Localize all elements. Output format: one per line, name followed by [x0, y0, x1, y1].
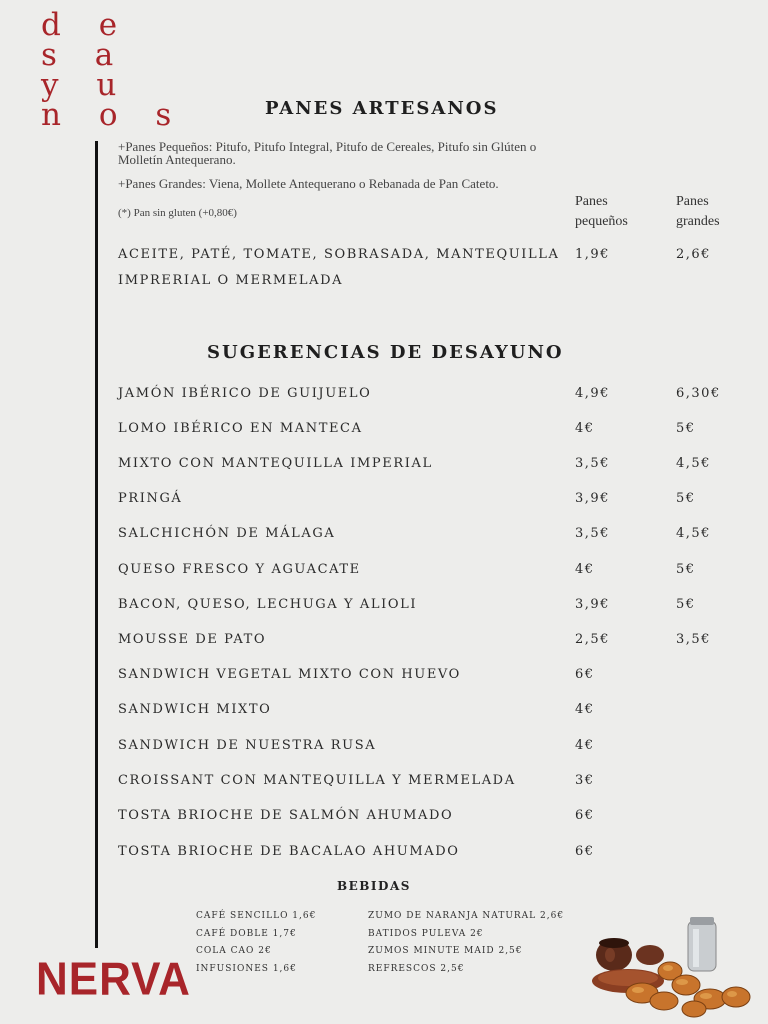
item-name: SANDWICH DE NUESTRA RUSA: [118, 738, 377, 753]
item-name: PRINGÁ: [118, 491, 183, 506]
drinks-list-left: [196, 908, 316, 979]
menu-row: [0, 562, 768, 584]
drink-item: BATIDOS PULEVA 2€: [368, 928, 484, 939]
col-header-large-line: Panes: [676, 194, 709, 209]
item-name-continued: IMPRERIAL O MERMELADA: [118, 273, 344, 288]
col-header-small-line: pequeños: [575, 214, 628, 229]
menu-row: [0, 773, 768, 795]
price-small: 4€: [575, 738, 595, 753]
page-title-desayunos: [41, 7, 186, 133]
menu-row: [0, 526, 768, 548]
price-small: 4€: [575, 562, 595, 577]
menu-row: [0, 808, 768, 830]
drinks-heading: BEBIDAS: [337, 879, 411, 893]
col-header-small: [575, 192, 655, 232]
bread-heading: PANES ARTESANOS: [265, 98, 499, 119]
item-name: MOUSSE DE PATO: [118, 632, 267, 647]
price-small: 3,9€: [575, 491, 610, 506]
title-row: n o s: [41, 97, 186, 133]
price-small: 3,9€: [575, 597, 610, 612]
item-name: LOMO IBÉRICO EN MANTECA: [118, 421, 363, 436]
price-small: 3,5€: [575, 456, 610, 471]
price-small: 6€: [575, 844, 595, 859]
price-small: 6€: [575, 667, 595, 682]
price-small: 4,9€: [575, 386, 610, 401]
item-name: CROISSANT CON MANTEQUILLA Y MERMELADA: [118, 773, 516, 788]
col-header-small-line: Panes: [575, 194, 608, 209]
item-name: BACON, QUESO, LECHUGA Y ALIOLI: [118, 597, 418, 612]
title-row: s a: [41, 37, 128, 73]
bread-jar-illustration: [590, 915, 760, 1020]
col-header-large: [676, 192, 756, 232]
gluten-note: (*) Pan sin gluten (+0,80€): [118, 207, 237, 219]
price-large: 3,5€: [676, 632, 711, 647]
price-small: 3,5€: [575, 526, 610, 541]
price-small: 1,9€: [575, 247, 610, 262]
item-name: TOSTA BRIOCHE DE SALMÓN AHUMADO: [118, 808, 454, 823]
item-name: QUESO FRESCO Y AGUACATE: [118, 562, 361, 577]
price-large: 5€: [676, 562, 696, 577]
item-name: TOSTA BRIOCHE DE BACALAO AHUMADO: [118, 844, 460, 859]
menu-row: [0, 421, 768, 443]
drink-item: COLA CAO 2€: [196, 946, 272, 957]
menu-row: [0, 738, 768, 760]
drink-item: REFRESCOS 2,5€: [368, 964, 465, 975]
price-small: 4€: [575, 702, 595, 717]
drink-item: ZUMO DE NARANJA NATURAL 2,6€: [368, 911, 565, 921]
price-large: 5€: [676, 421, 696, 436]
price-large: 4,5€: [676, 526, 711, 541]
item-name: JAMÓN IBÉRICO DE GUIJUELO: [118, 386, 372, 401]
item-name: SANDWICH MIXTO: [118, 702, 272, 717]
drink-item: CAFÉ DOBLE 1,7€: [196, 928, 297, 939]
brand-logo: NERVA: [36, 953, 191, 1006]
price-large: 5€: [676, 491, 696, 506]
item-name: SALCHICHÓN DE MÁLAGA: [118, 526, 336, 541]
price-small: 3€: [575, 773, 595, 788]
price-large: 5€: [676, 597, 696, 612]
large-breads-note: +Panes Grandes: Viena, Mollete Antequerano o Rebanada de Pan Cateto.: [118, 176, 499, 191]
title-row: d e: [41, 7, 132, 43]
item-name: SANDWICH VEGETAL MIXTO CON HUEVO: [118, 667, 461, 682]
bread-item: [0, 247, 768, 293]
menu-row: [0, 667, 768, 689]
price-large: 6,30€: [676, 386, 721, 401]
menu-row: [0, 597, 768, 619]
menu-row: [0, 386, 768, 408]
suggestions-heading: SUGERENCIAS DE DESAYUNO: [207, 342, 564, 363]
menu-row: [0, 702, 768, 724]
drink-item: INFUSIONES 1,6€: [196, 964, 297, 975]
menu-row: [0, 456, 768, 478]
price-large: 4,5€: [676, 456, 711, 471]
item-name: MIXTO CON MANTEQUILLA IMPERIAL: [118, 456, 433, 471]
menu-row: [0, 632, 768, 654]
drink-item: CAFÉ SENCILLO 1,6€: [196, 911, 317, 921]
price-small: 4€: [575, 421, 595, 436]
title-row: y u: [41, 67, 131, 103]
price-large: 2,6€: [676, 247, 711, 262]
drink-item: ZUMOS MINUTE MAID 2,5€: [368, 946, 523, 957]
price-small: 2,5€: [575, 632, 610, 647]
col-header-large-line: grandes: [676, 214, 720, 229]
price-small: 6€: [575, 808, 595, 823]
item-name: ACEITE, PATÉ, TOMATE, SOBRASADA, MANTEQUILLA: [118, 247, 560, 262]
menu-row: [0, 844, 768, 866]
small-breads-note: +Panes Pequeños: Pitufo, Pitufo Integral, Pitufo de Cereales, Pitufo sin Glúten o Molletín Antequerano.: [118, 139, 537, 167]
menu-row: [0, 491, 768, 513]
drinks-list-right: [368, 908, 564, 979]
